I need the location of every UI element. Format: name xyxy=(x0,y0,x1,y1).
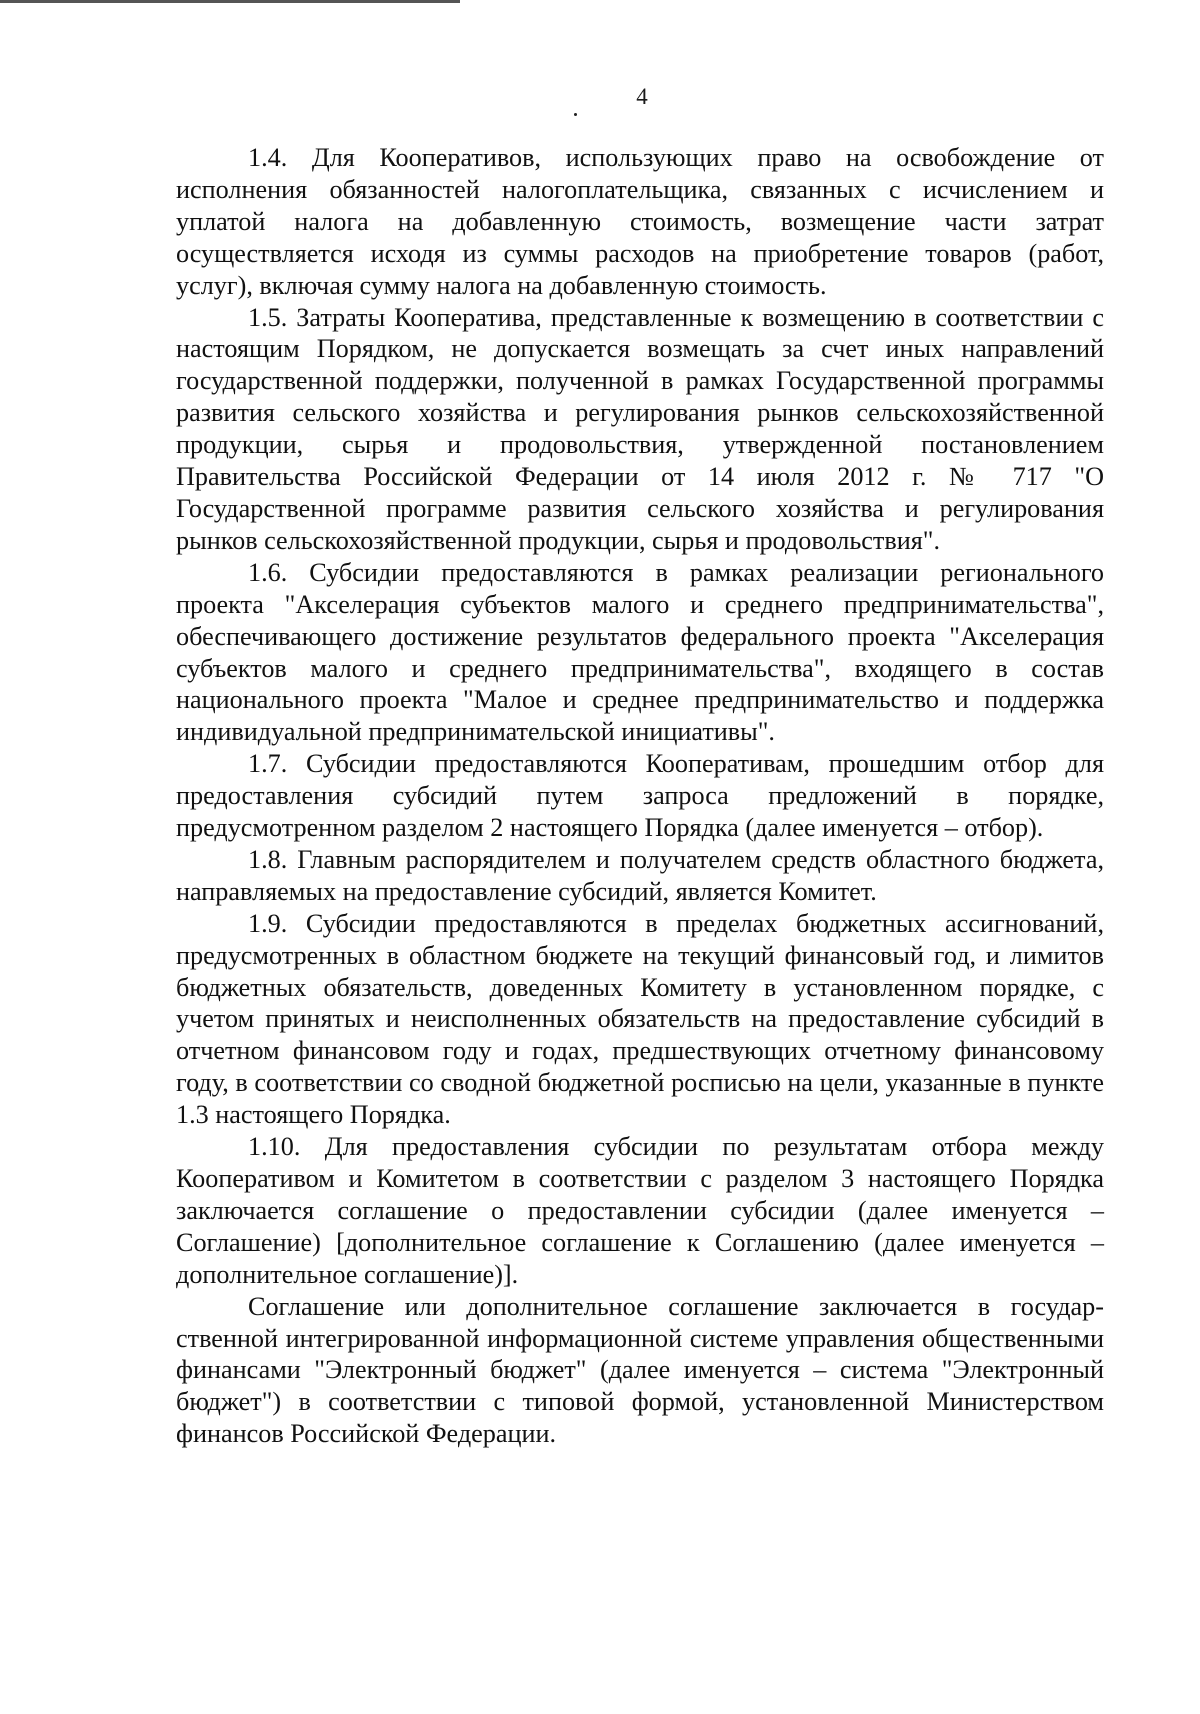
page-number: 4 xyxy=(636,84,648,109)
paragraph-1-7: 1.7. Субсидии предоставляются Кооперативам, прошедшим отбор для предоставления субсидий путем запроса предложений в порядке, предусмотренном разделом 2 настоящего Порядка (далее именуется – отбор). xyxy=(176,749,1104,843)
paragraph-1-8: 1.8. Главным распорядителем и получателем средств областного бюджета, направляемых на предоставление субсидий, является Комитет. xyxy=(176,844,1104,906)
scan-speck xyxy=(574,113,577,116)
paragraph-agreement: Соглашение или дополнительное соглашение заключается в государственной интегрированной информационной системе управления общественными финансами "Электронный бюджет" (далее именуется – система "Электронный бюджет") в соответствии с типовой формой, установленной Министерством финансов Российской Федерации. xyxy=(176,1291,1104,1449)
paragraph-1-6: 1.6. Субсидии предоставляются в рамках реализации регионального проекта "Акселерация субъектов малого и среднего предпринимательства", обеспечивающего достижение результатов федерального проекта "Акселерация субъектов малого и среднего предпринимательства", входящего в состав национального проекта "Малое и среднее предпринимательство и поддержка индивидуальной предпринимательской инициативы". xyxy=(176,557,1104,747)
paragraph-1-9: 1.9. Субсидии предоставляются в пределах бюджетных ассигнований, предусмотренных в областном бюджете на текущий финансовый год, и лимитов бюджетных обязательств, доведенных Комитету в установленном порядке, с учетом принятых и неисполненных обязательств на предоставление субсидий в отчетном финансовом году и годах, предшествующих отчетному финансовому году, в соответствии со сводной бюджетной росписью на цели, указанные в пункте 1.3 настоящего Порядка. xyxy=(176,908,1104,1130)
paragraph-1-4: 1.4. Для Кооперативов, использующих право на освобождение от исполнения обязанностей налогоплательщика, связанных с исчислением и уплатой налога на добавленную стоимость, возмещение части затрат осуществляется исходя из суммы расходов на приобретение товаров (работ, услуг), включая сумму налога на добавленную стоимость. xyxy=(176,143,1104,300)
paragraph-1-5: 1.5. Затраты Кооператива, представленные к возмещению в соответствии с настоящим Порядком, не допускается возмещать за счет иных направлений государственной поддержки, полученной в рамках Государственной программы развития сельского хозяйства и регулирования рынков сельскохозяйственной продукции, сырья и продовольствия, утвержденной постановлением Правительства Российской Федерации от 14 июля 2012 г. № 717 "О Государственной программе развития сельского хозяйства и регулирования рынков сельскохозяйственной продукции, сырья и продовольствия". xyxy=(176,302,1104,555)
paragraph-1-10: 1.10. Для предоставления субсидии по результатам отбора между Кооперативом и Комитетом в соответствии с разделом 3 настоящего Порядка заключается соглашение о предоставлении субсидии (далее именуется – Соглашение) [дополнительное соглашение к Соглашению (далее именуется – дополнительное соглашение)]. xyxy=(176,1132,1104,1289)
document-body xyxy=(176,142,1104,1450)
top-edge-rule xyxy=(0,0,460,3)
